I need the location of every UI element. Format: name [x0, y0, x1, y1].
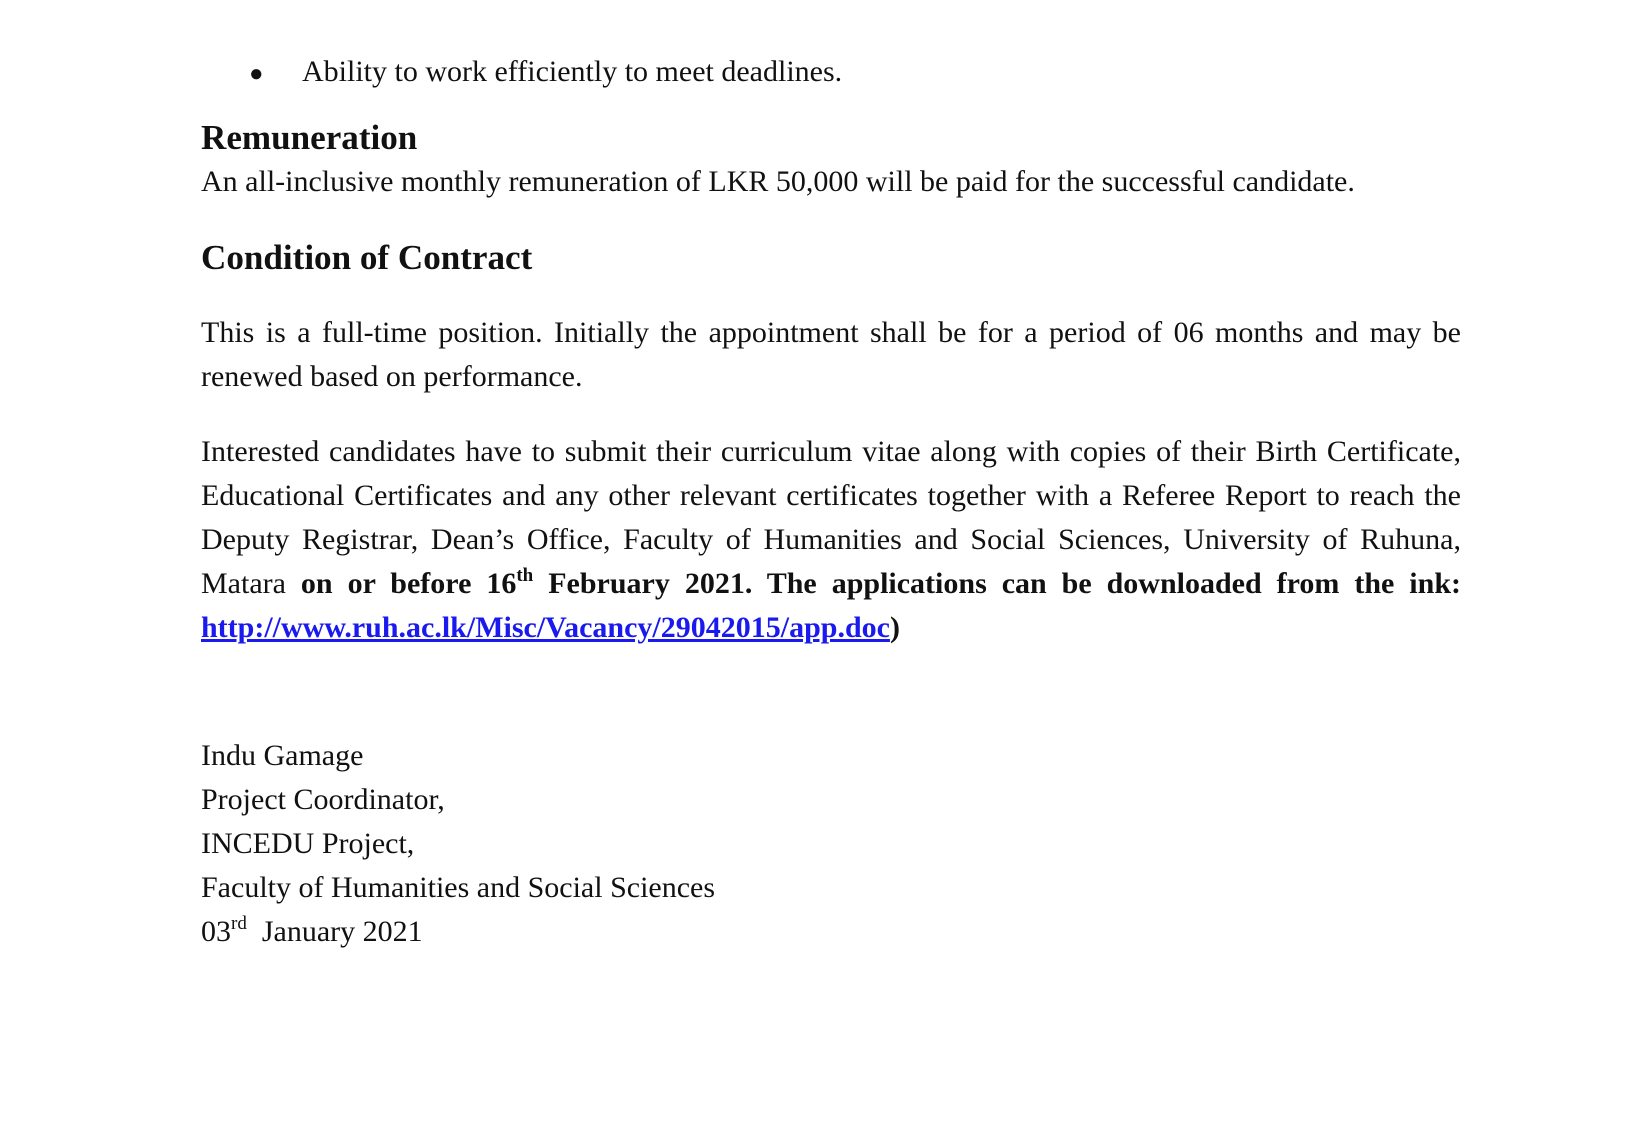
bullet-dot-icon: ● [249, 61, 264, 87]
deadline-suffix: February 2021. The applications can be downloaded from the ink: [533, 567, 1461, 600]
signature-block [201, 734, 1461, 954]
document-content [201, 50, 1461, 954]
contract-text: This is a full-time position. Initially the appointment shall be for a period of 06 months and may be renewed based on performance. [201, 316, 1461, 393]
date-rest: January 2021 [261, 915, 423, 948]
date-superscript: rd [231, 913, 247, 934]
contract-heading: Condition of Contract [201, 238, 533, 277]
signatory-faculty: Faculty of Humanities and Social Sciences [201, 871, 716, 904]
signatory-name: Indu Gamage [201, 739, 364, 772]
deadline-superscript: th [516, 565, 534, 586]
application-text: Interested candidates have to submit their curriculum vitae along with copies of their Birth Certificate, Educational Certificates and any other relevant certificates together with a Referee Report to reach the Deputy Registrar, Dean’s Office, Faculty of Humanities and Social Sciences, University of Ruhuna, Matara [201, 435, 1461, 600]
document-date [201, 910, 1461, 954]
requirements-list [201, 50, 1461, 96]
application-download-link[interactable]: http://www.ruh.ac.lk/Misc/Vacancy/29042015/app.doc [201, 611, 890, 644]
application-paragraph [201, 430, 1461, 650]
list-item-text: Ability to work efficiently to meet deadlines. [302, 55, 843, 88]
signatory-title: Project Coordinator, [201, 783, 445, 816]
signatory-project: INCEDU Project, [201, 827, 415, 860]
remuneration-heading: Remuneration [201, 118, 418, 157]
date-day: 03 [201, 915, 231, 948]
closing-parenthesis: ) [889, 611, 900, 644]
remuneration-text: An all-inclusive monthly remuneration of LKR 50,000 will be paid for the successful candidate. [201, 165, 1355, 198]
deadline-prefix: on or before 16 [300, 567, 517, 600]
list-item [249, 50, 1461, 96]
